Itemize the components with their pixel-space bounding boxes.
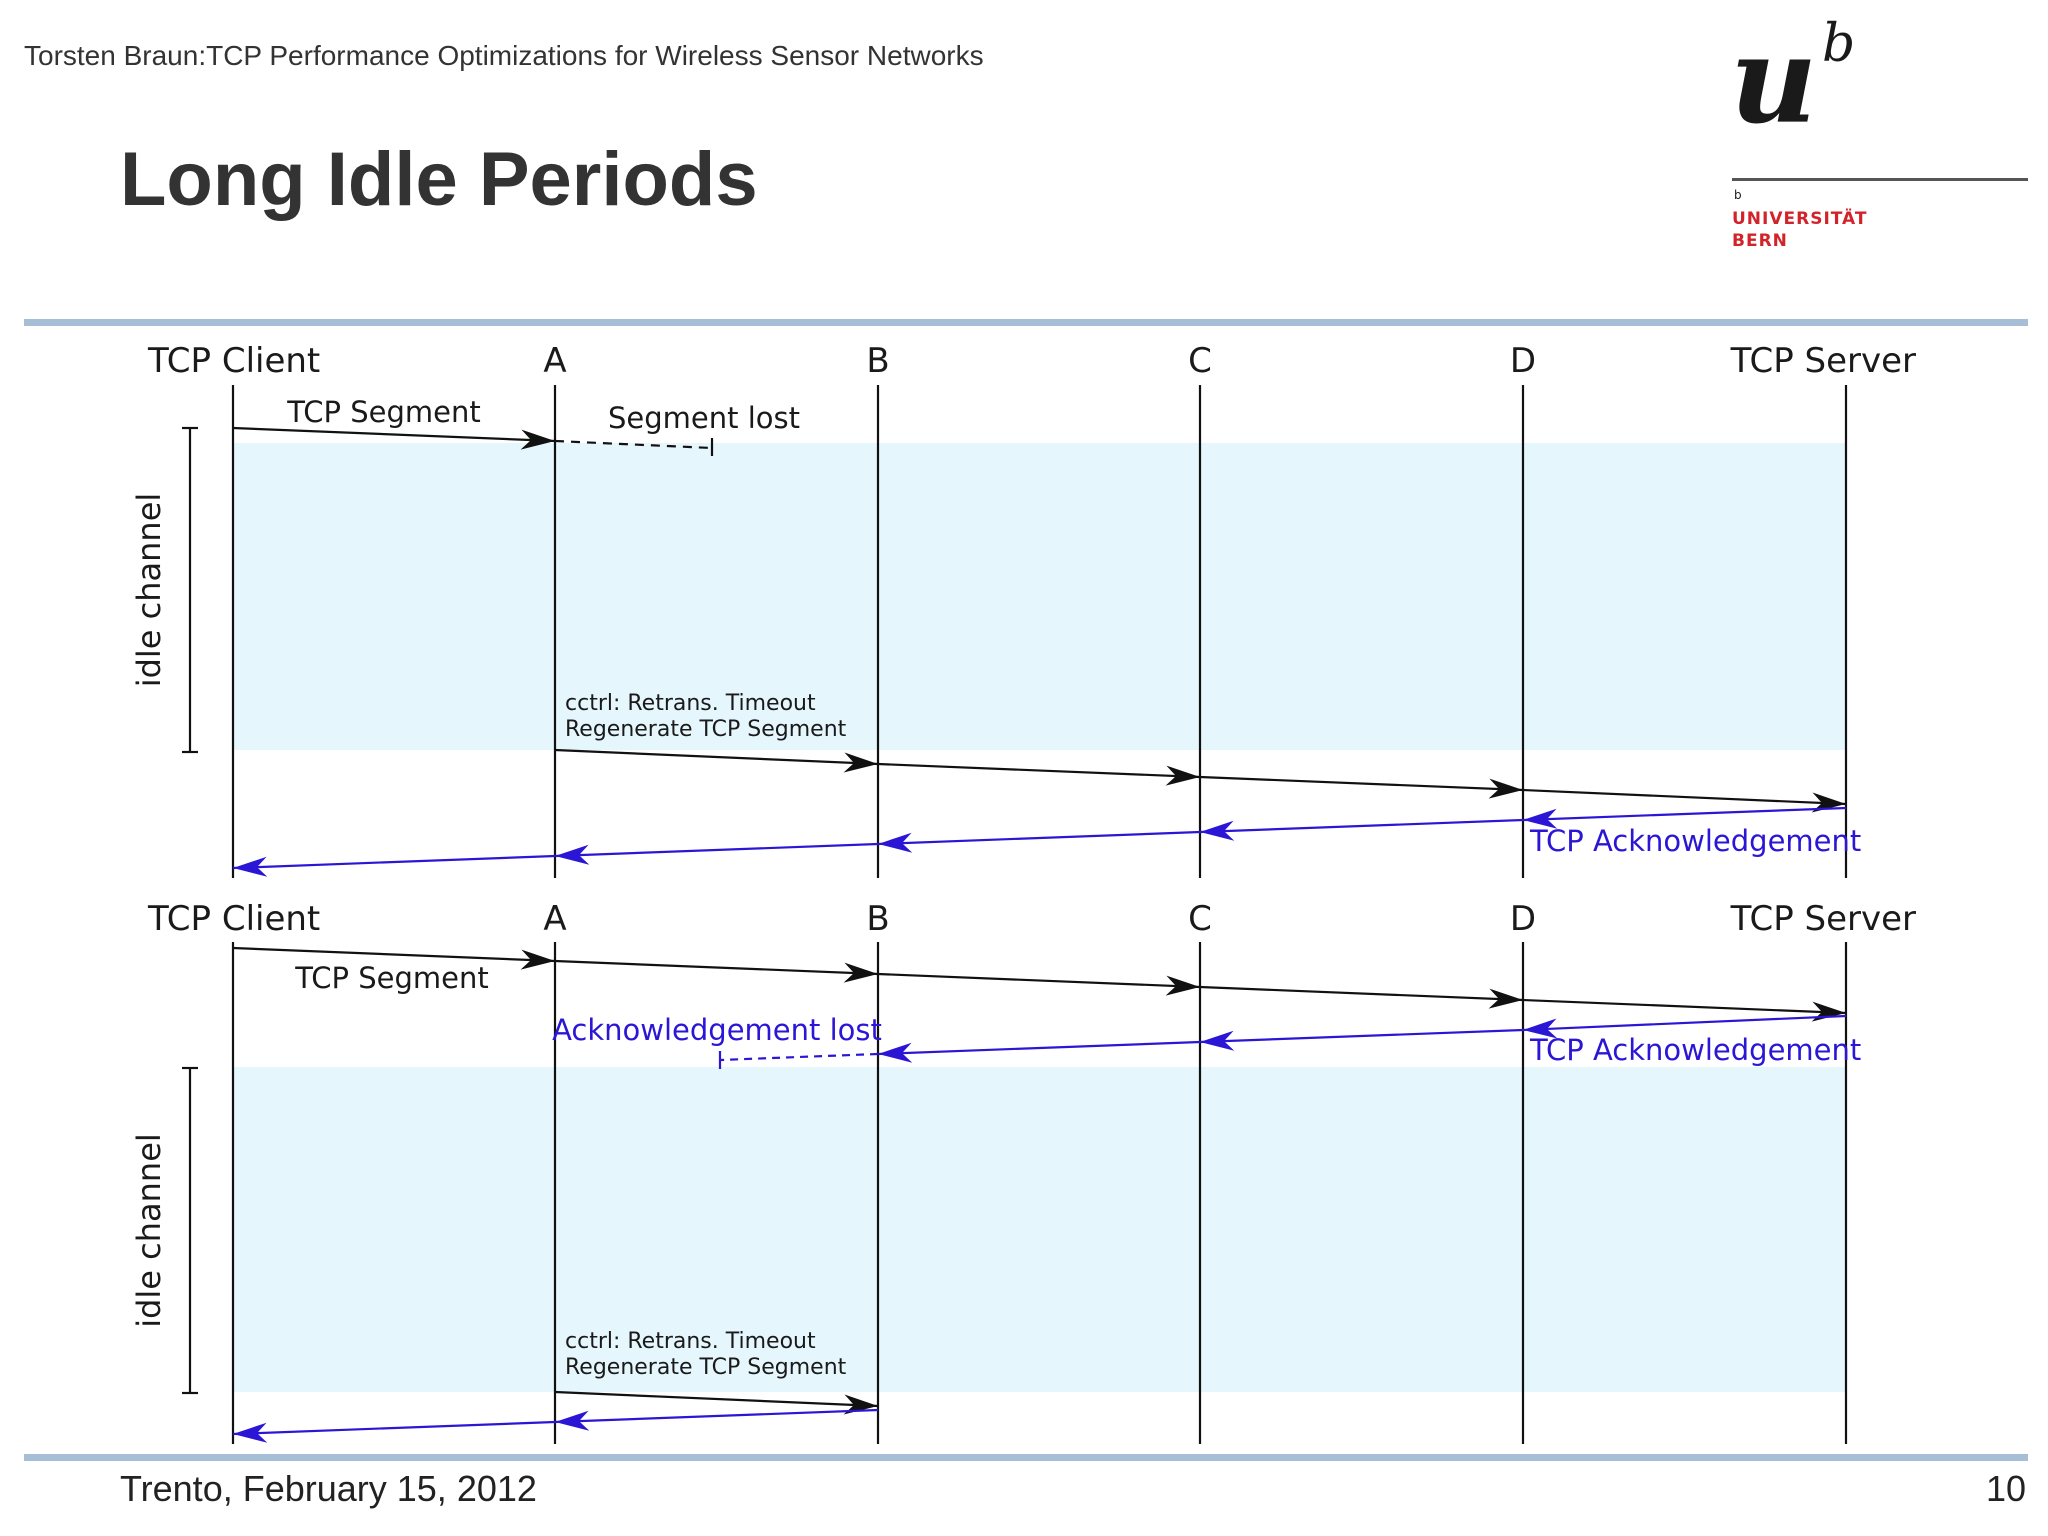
sequence-diagram-top [130,341,1916,878]
ack-arrow-d-c [1200,1030,1523,1051]
ack-arrow-c-b-line [878,1042,1200,1054]
logo-university-name: UNIVERSITÄT BERN [1732,209,1868,251]
presentation-title: Torsten Braun:TCP Performance Optimizations for Wireless Sensor Networks [24,40,984,71]
ack-arrow-a-client [233,856,555,877]
slide-title: Long Idle Periods [120,137,758,222]
retx-arrow-a-b [555,750,878,773]
ack-arrow-c-b [878,1042,1200,1063]
ack-arrow-a-client-line [233,1422,555,1434]
page-number: 10 [1985,1468,2026,1509]
ack-arrow-d-c-line [1200,820,1523,832]
tcp-segment-label: TCP Segment [295,961,489,995]
node-label-4: D [1509,899,1537,939]
idle-region [233,1067,1846,1392]
logo-letter-b: b [1822,14,1856,74]
node-label-0: TCP Client [148,341,321,381]
segment-arrow-b-c-line [878,974,1200,987]
idle-region [233,443,1846,750]
ack-arrow-c-b [878,832,1200,853]
segment-arrow-a-b-line [555,961,878,974]
ack-arrow-b-a-line [555,1410,878,1422]
ack-arrow-d-c-line [1200,1030,1523,1042]
node-label-1: A [543,341,567,381]
cctrl-line2: Regenerate TCP Segment [565,717,847,742]
ack-arrow-c-b-line [878,832,1200,844]
retx-arrow-b-c-line [878,764,1200,777]
ack-arrow-a-client-line [233,856,555,868]
idle-channel-label: idle channel [130,1133,168,1328]
ack-arrow-d-c [1200,820,1523,841]
logo-letter-u: u [1730,10,1818,151]
logo-small-b: b [1734,188,1742,202]
retx-arrow-c-d [1200,777,1523,799]
node-label-5: TCP Server [1730,899,1916,939]
ack-arrow-b-a [555,1410,878,1431]
retx-arrow-d-server-line [1523,790,1846,804]
tcp-ack-label: TCP Acknowledgement [1530,824,1862,858]
ack-arrow-server-d-line [1523,1016,1846,1030]
segment-arrow-d-server-line [1523,1000,1846,1013]
retx-arrow-c-d-line [1200,777,1523,790]
node-label-2: B [866,899,890,939]
bottom-divider [24,1454,2028,1461]
ack-lost-label: Acknowledgement lost [552,1013,882,1047]
segment-arrow-client-a-line [233,428,555,441]
segment-arrow-a-b [555,961,878,983]
lost-ack-dashed [720,1054,878,1060]
node-label-3: C [1188,899,1212,939]
sequence-diagram-bottom [130,899,1916,1444]
segment-arrow-b-c [878,974,1200,996]
ack-arrow-b-a-line [555,844,878,856]
idle-channel-label: idle channel [130,492,168,688]
node-label-3: C [1188,341,1212,381]
ack-arrow-server-d-line [1523,808,1846,820]
cctrl-line2: Regenerate TCP Segment [565,1355,847,1380]
footer-location-date: Trento, February 15, 2012 [120,1468,537,1509]
cctrl-line1: cctrl: Retrans. Timeout [565,691,816,716]
ack-arrow-a-client [233,1422,555,1443]
retx-arrow-a-b-line [555,750,878,764]
cctrl-line1: cctrl: Retrans. Timeout [565,1329,816,1354]
segment-arrow-c-d [1200,987,1523,1009]
ack-arrow-b-a [555,844,878,865]
segment-arrow-client-a-line [233,948,555,961]
retx-arrow-b-c [878,764,1200,786]
node-label-1: A [543,899,567,939]
retx-arrow-a-b-line [555,1392,878,1406]
tcp-segment-label: TCP Segment [287,395,481,429]
node-label-2: B [866,341,890,381]
node-label-4: D [1509,341,1537,381]
node-label-0: TCP Client [148,899,321,939]
segment-arrow-c-d-line [1200,987,1523,1000]
segment-lost-label: Segment lost [608,401,800,435]
tcp-ack-label: TCP Acknowledgement [1530,1033,1862,1067]
node-label-5: TCP Server [1730,341,1916,381]
